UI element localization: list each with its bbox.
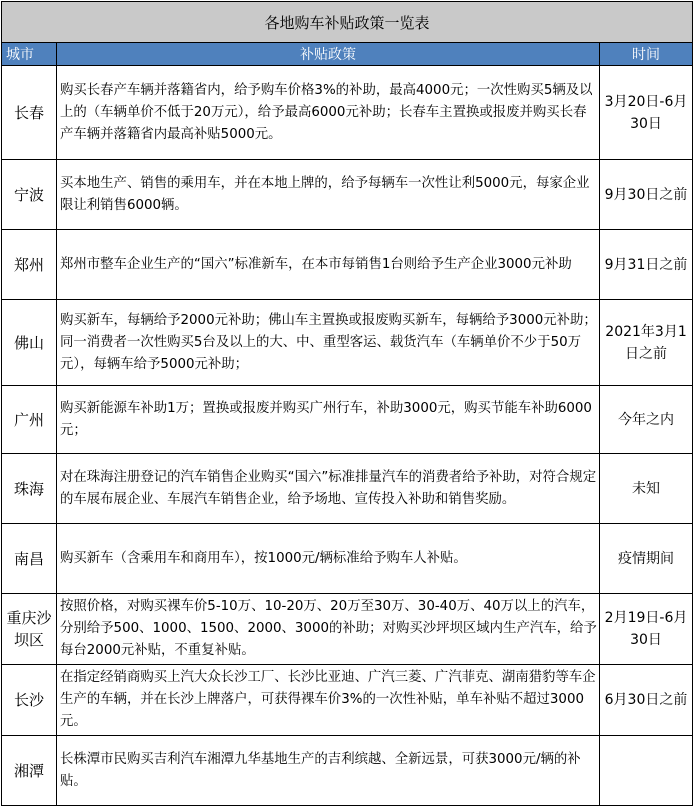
title-row: [2, 2, 693, 43]
policy-cell: 对在珠海注册登记的汽车销售企业购买“国六”标准排量汽车的消费者给予补助，对符合规定的车展布展企业、车展汽车销售企业，给予场地、宣传投入补助和销售奖励。: [57, 454, 600, 524]
time-cell: 6月30日之前: [600, 665, 693, 736]
table-row: [2, 160, 693, 230]
time-cell: 疫情期间: [600, 524, 693, 594]
policy-cell: 长株潭市民购买吉利汽车湘潭九华基地生产的吉利缤越、全新远景，可获3000元/辆的补贴。: [57, 736, 600, 806]
time-cell: 未知: [600, 454, 693, 524]
city-cell: 长春: [2, 66, 57, 160]
header-row: [2, 43, 693, 66]
city-cell: 长沙: [2, 665, 57, 736]
table-row: [2, 736, 693, 806]
table-title: 各地购车补贴政策一览表: [2, 2, 693, 43]
time-cell: 2月19日-6月30日: [600, 594, 693, 665]
city-cell: 宁波: [2, 160, 57, 230]
policy-cell: 在指定经销商购买上汽大众长沙工厂、长沙比亚迪、广汽三菱、广汽菲克、湖南猎豹等车企生产的车辆，并在长沙上牌落户，可获得裸车价3%的一次性补贴，单车补贴不超过3000元。: [57, 665, 600, 736]
city-cell: 重庆沙坝区: [2, 594, 57, 665]
subsidy-policy-table: [1, 1, 693, 806]
table-row: [2, 386, 693, 454]
table-row: [2, 454, 693, 524]
time-cell: 今年之内: [600, 386, 693, 454]
header-city: 城市: [2, 43, 57, 66]
city-cell: 南昌: [2, 524, 57, 594]
time-cell: [600, 736, 693, 806]
header-policy: 补贴政策: [57, 43, 600, 66]
city-cell: 佛山: [2, 300, 57, 386]
city-cell: 郑州: [2, 230, 57, 300]
table-row: [2, 66, 693, 160]
time-cell: 2021年3月1日之前: [600, 300, 693, 386]
policy-cell: 买本地生产、销售的乘用车，并在本地上牌的，给予每辆车一次性让利5000元，每家企业限让利销售6000辆。: [57, 160, 600, 230]
policy-cell: 购买新车，每辆给予2000元补助；佛山车主置换或报废购买新车，每辆给予3000元补助；同一消费者一次性购买5台及以上的大、中、重型客运、载货汽车（车辆单价不少于50万元），每辆车给予5000元补助；: [57, 300, 600, 386]
time-cell: 3月20日-6月30日: [600, 66, 693, 160]
policy-cell: 按照价格，对购买裸车价5-10万、10-20万、20万至30万、30-40万、40万以上的汽车，分别给予500、1000、1500、2000、3000的补助；对购买沙坪坝区域内生产汽车，给予每台2000元补贴，不重复补贴。: [57, 594, 600, 665]
time-cell: 9月31日之前: [600, 230, 693, 300]
time-cell: 9月30日之前: [600, 160, 693, 230]
policy-cell: 购买新能源车补助1万；置换或报废并购买广州行车，补助3000元，购买节能车补助6000元；: [57, 386, 600, 454]
city-cell: 广州: [2, 386, 57, 454]
table-row: [2, 665, 693, 736]
table-row: [2, 230, 693, 300]
table-row: [2, 300, 693, 386]
policy-cell: 郑州市整车企业生产的“国六”标准新车，在本市每销售1台则给予生产企业3000元补助: [57, 230, 600, 300]
subsidy-table-container: [1, 1, 692, 806]
city-cell: 珠海: [2, 454, 57, 524]
policy-cell: 购买新车（含乘用车和商用车），按1000元/辆标准给予购车人补贴。: [57, 524, 600, 594]
policy-cell: 购买长春产车辆并落籍省内，给予购车价格3%的补助，最高4000元；一次性购买5辆及以上的（车辆单价不低于20万元），给予最高6000元补助；长春车主置换或报废并购买长春产车辆并落籍省内最高补贴5000元。: [57, 66, 600, 160]
header-time: 时间: [600, 43, 693, 66]
table-row: [2, 524, 693, 594]
table-row: [2, 594, 693, 665]
city-cell: 湘潭: [2, 736, 57, 806]
